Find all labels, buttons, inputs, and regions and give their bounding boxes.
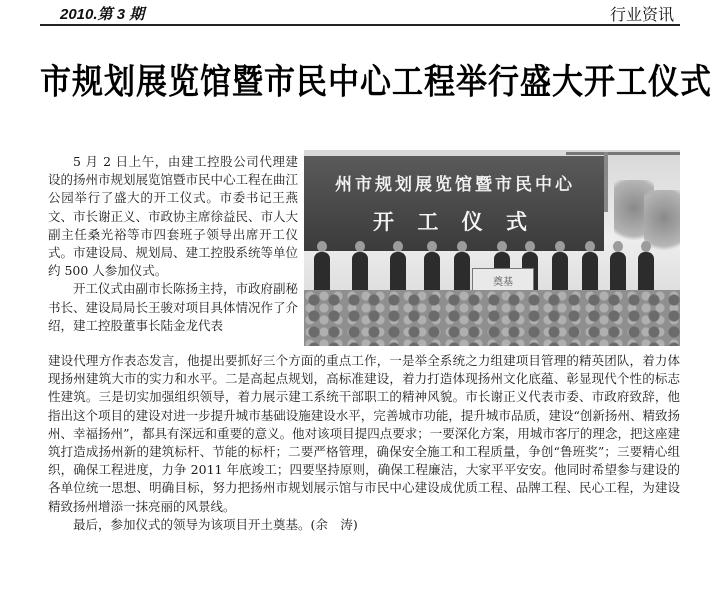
ceremony-banner [304, 156, 604, 251]
banner-subtitle: 开 工 仪 式 [373, 210, 535, 234]
ceremony-photo [304, 150, 680, 346]
page-header [40, 2, 680, 26]
article-paragraph-1: 5 月 2 日上午，由建工控股公司代理建设的扬州市规划展览馆暨市民中心工程在曲江公园举行了盛大的开工仪式。市委书记王燕文、市长谢正义、市政协主席徐益民、市人大副主任桑光裕等市四套班子领导出席开工仪式。市建设局、规划局、建工控股系统等单位约 500 人参加仪式。 [48, 154, 299, 279]
article-left-column [48, 153, 298, 335]
article-headline: 市规划展览馆暨市民中心工程举行盛大开工仪式 [40, 62, 712, 103]
foundation-stone: 奠基 [472, 268, 534, 298]
section-title: 行业资讯 [609, 5, 674, 24]
banner-title: 州市规划展览馆暨市民中心 [335, 175, 575, 195]
article-paragraph-2-start: 开工仪式由副市长陈扬主持，市政府副秘书长、建设局局长王骏对项目具体情况作了介绍，建工控股董事长陆金龙代表 [48, 281, 299, 333]
issue-number: 2010.第 3 期 [60, 6, 145, 23]
article-paragraph-2-continued: 建设代理方作表态发言，他提出要抓好三个方面的重点工作，一是举全系统之力组建项目管理的精英团队，着力体现扬州建筑大市的实力和水平。二是高起点规划，高标准建设，着力打造体现扬州文化底蕴、彰显现代个性的标志性建筑。三是切实加强组织领导，着力展示建工系统干部职工的精神风貌。市长谢正义代表市委、市政府致辞，他指出这个项目的建设对进一步提升城市基础设施建设水平，完善城市功能，提升城市品质，建设“创新扬州、精致扬州、幸福扬州”，都具有深远和重要的意义。他对该项目提四点要求；一要深化方案，用城市客厅的理念，把这座建筑打造成扬州新的建筑标杆、节能的标杆；二要严格管理，确保安全施工和工程质量，争创“鲁班奖”；三要精心组织，确保工程进度，力争 2011 年底竣工；四要坚持原则，确保工程廉洁，大家平平安安。他同时希望参与建设的各单位统一思想、明确目标，努力把扬州市规划展示馆与市民中心建设成优质工程、品牌工程、民心工程，为建设精致扬州增添一抹亮丽的风景线。 [48, 353, 680, 514]
flower-bed [304, 290, 680, 346]
crane-mast [604, 152, 608, 212]
article-paragraph-3: 最后，参加仪式的领导为该项目开土奠基。(余 涛) [73, 516, 358, 532]
crane-arm [566, 152, 680, 155]
article-body-full-width [48, 352, 680, 534]
